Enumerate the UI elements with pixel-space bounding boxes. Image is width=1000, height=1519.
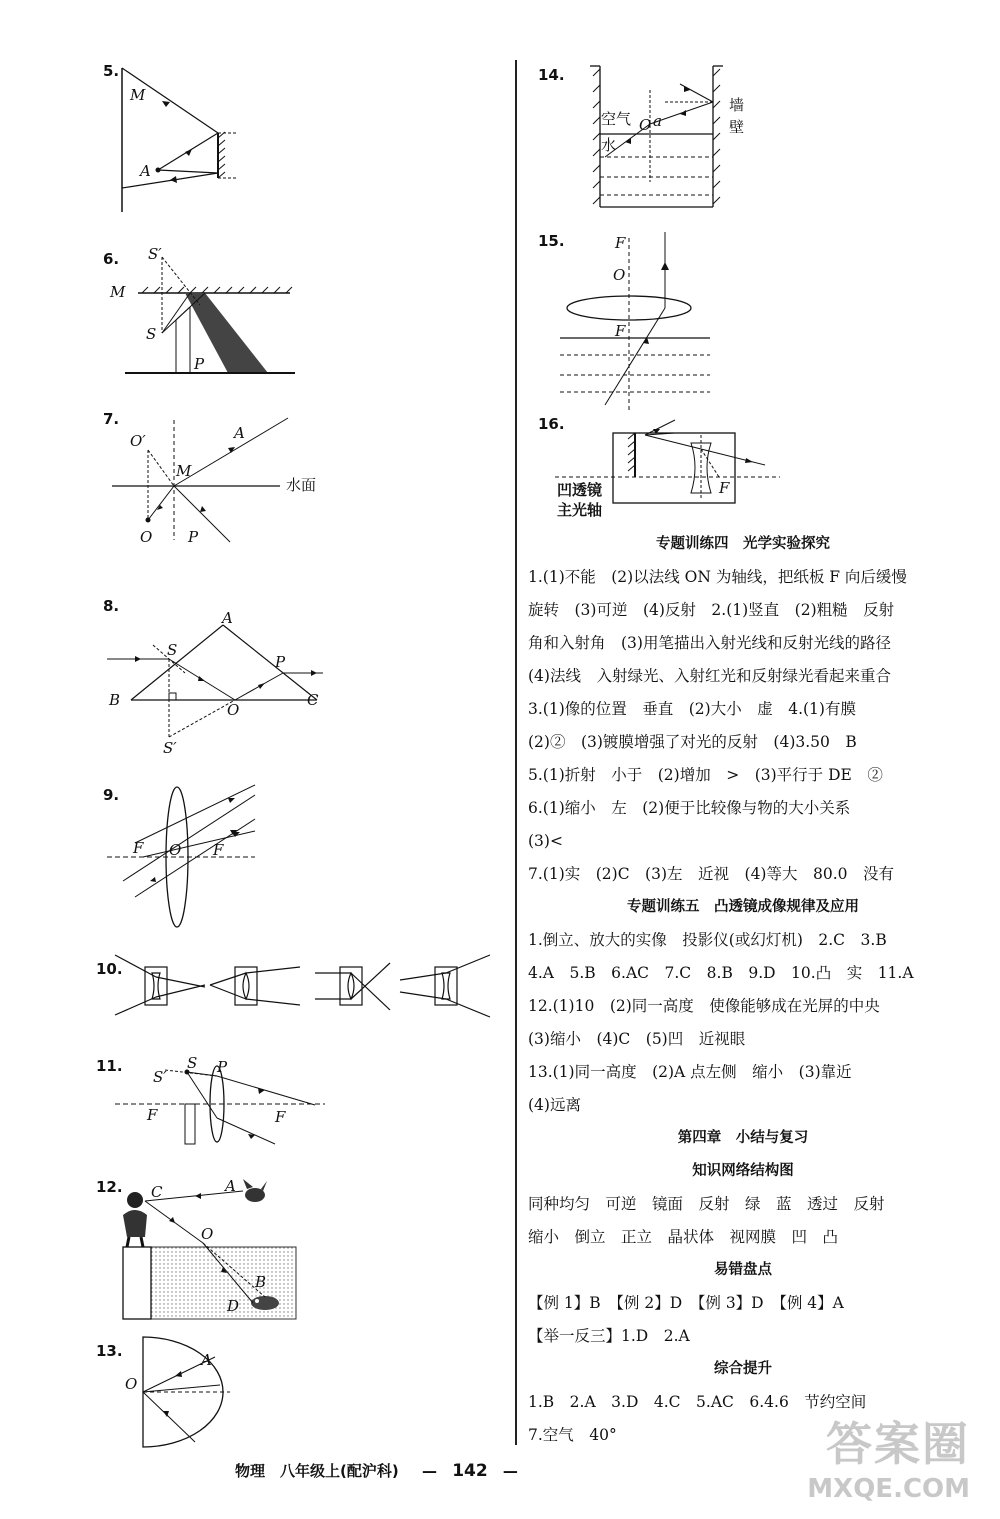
label-F: F [615, 322, 626, 340]
label-F: F [147, 1106, 158, 1124]
answer-line: 【举一反三】1.D 2.A [528, 1327, 690, 1345]
section-title: 易错盘点 [714, 1262, 772, 1278]
label-water-surface: 水面 [286, 476, 317, 494]
watermark [807, 1408, 970, 1504]
answer-line: 缩小 倒立 正立 晶状体 视网膜 凹 凸 [528, 1228, 839, 1246]
person-icon [123, 1192, 147, 1247]
answer-line: 3.(1)像的位置 垂直 (2)大小 虚 4.(1)有膜 [528, 700, 856, 718]
label-M: M [110, 283, 126, 301]
label-S: S [187, 1054, 198, 1072]
column-divider [515, 60, 517, 1445]
answer-line: 12.(1)10 (2)同一高度 使像能够成在光屏的中央 [528, 997, 880, 1015]
page-footer [235, 1460, 518, 1481]
label-A: A [140, 162, 151, 180]
section-title: 专题训练四 光学实验探究 [656, 536, 830, 552]
answer-line: 6.(1)缩小 左 (2)便于比较像与物的大小关系 [528, 799, 851, 817]
label-M: M [130, 86, 146, 104]
answer-line: 4.A 5.B 6.AC 7.C 8.B 9.D 10.凸 实 11.A [528, 964, 914, 982]
answer-line: 同种均匀 可逆 镜面 反射 绿 蓝 透过 反射 [528, 1195, 885, 1213]
label-S-prime: S′ [163, 739, 177, 757]
label-water: 水 [601, 136, 617, 154]
label-P: P [275, 653, 286, 671]
section-title: 知识网络结构图 [692, 1163, 794, 1179]
fish-icon [251, 1296, 279, 1310]
answer-line: 1.B 2.A 3.D 4.C 5.AC 6.4.6 节约空间 [528, 1393, 867, 1411]
label-P: P [217, 1058, 228, 1076]
label-F: F [275, 1108, 286, 1126]
answer-line: 角和入射角 (3)用笔描出入射光线和反射光线的路径 [528, 634, 891, 652]
answer-line: 1.(1)不能 (2)以法线 ON 为轴线，把纸板 F 向后缓慢 [528, 568, 907, 586]
label-C: C [307, 691, 319, 709]
answer-line: 旋转 (3)可逆 (4)反射 2.(1)竖直 (2)粗糙 反射 [528, 601, 895, 619]
figure-number: 5. [103, 62, 120, 80]
section-title: 综合提升 [714, 1361, 772, 1377]
label-concave-lens: 凹透镜 [557, 481, 603, 499]
figure-number: 14. [538, 66, 565, 84]
figure-number: 16. [538, 415, 565, 433]
figure-12-diagram [115, 1175, 300, 1325]
label-O: O [613, 266, 626, 284]
figure-11-diagram [115, 1054, 330, 1150]
bird-icon [243, 1179, 267, 1202]
label-S-prime: S′ [153, 1068, 167, 1086]
label-wall: 壁 [729, 118, 745, 136]
label-A: A [234, 424, 245, 442]
figure-number: 15. [538, 232, 565, 250]
figure-number: 9. [103, 786, 120, 804]
label-O: O [125, 1375, 138, 1393]
label-M: M [176, 462, 192, 480]
answer-line: 1.倒立、放大的实像 投影仪(或幻灯机) 2.C 3.B [528, 931, 887, 949]
answer-line: 7.(1)实 (2)C (3)左 近视 (4)等大 80.0 没有 [528, 865, 894, 883]
label-a: a [653, 112, 662, 130]
figure-9-diagram [105, 785, 275, 930]
label-O: O [639, 116, 652, 134]
answer-line: (2)② (3)镀膜增强了对光的反射 (4)3.50 B [528, 733, 857, 751]
label-S: S [167, 641, 178, 659]
figure-7-diagram [110, 410, 350, 550]
label-S: S [146, 325, 157, 343]
label-D: D [227, 1297, 240, 1315]
page-number: 142 [452, 1461, 488, 1481]
answer-line: (4)远离 [528, 1096, 581, 1114]
figure-number: 13. [96, 1342, 123, 1360]
label-B: B [109, 691, 121, 709]
chapter-title: 第四章 小结与复习 [677, 1130, 809, 1146]
label-wall: 墙 [729, 96, 745, 114]
figure-8-diagram [105, 609, 335, 757]
label-F: F [615, 234, 626, 252]
answer-line: 【例 1】B 【例 2】D 【例 3】D 【例 4】A [528, 1294, 844, 1312]
label-O: O [201, 1225, 214, 1243]
figure-number: 10. [96, 960, 123, 978]
label-A: A [222, 609, 233, 627]
label-O: O [227, 701, 240, 719]
figure-15-diagram [555, 230, 715, 400]
watermark-logo: 答案圈 [826, 1417, 970, 1471]
figure-10-diagram [115, 955, 495, 1025]
answer-column [528, 528, 958, 1452]
figure-number: 11. [96, 1057, 123, 1075]
label-S-prime: S′ [148, 245, 162, 263]
label-F: F [719, 479, 730, 497]
label-P: P [188, 528, 199, 546]
figure-16-diagram [555, 415, 785, 530]
label-principal-axis: 主光轴 [557, 501, 603, 519]
answer-line: 7.空气 40° [528, 1426, 617, 1444]
figure-number: 8. [103, 597, 120, 615]
figure-number: 6. [103, 250, 120, 268]
watermark-url: MXQE.COM [807, 1474, 970, 1504]
figure-number: 12. [96, 1178, 123, 1196]
figure-5-diagram [100, 60, 280, 220]
section-title: 专题训练五 凸透镜成像规律及应用 [627, 899, 859, 915]
label-O: O [140, 528, 153, 546]
label-O-prime: O′ [130, 432, 146, 450]
answer-line: 5.(1)折射 小于 (2)增加 > (3)平行于 DE ② [528, 766, 883, 784]
label-F: F [213, 841, 224, 859]
label-A: A [225, 1177, 236, 1195]
answer-line: 13.(1)同一高度 (2)A 点左侧 缩小 (3)靠近 [528, 1063, 852, 1081]
answer-line: (3)缩小 (4)C (5)凹 近视眼 [528, 1030, 746, 1048]
figure-number: 7. [103, 410, 120, 428]
footer-dash: — [502, 1462, 518, 1480]
answer-line: (4)法线 入射绿光、入射红光和反射绿光看起来重合 [528, 667, 891, 685]
figure-6-diagram [110, 245, 300, 380]
figure-14-diagram [585, 62, 770, 217]
label-F: F [133, 839, 144, 857]
answer-line: (3)< [528, 832, 563, 850]
label-P: P [194, 355, 205, 373]
footer-dash: — [421, 1462, 437, 1480]
label-B: B [255, 1273, 267, 1291]
label-C: C [151, 1183, 163, 1201]
label-air: 空气 [601, 110, 632, 128]
label-O: O [169, 841, 182, 859]
label-A: A [201, 1351, 212, 1369]
figure-13-diagram [115, 1335, 245, 1450]
footer-subject: 物理 八年级上(配沪科) [235, 1462, 399, 1480]
